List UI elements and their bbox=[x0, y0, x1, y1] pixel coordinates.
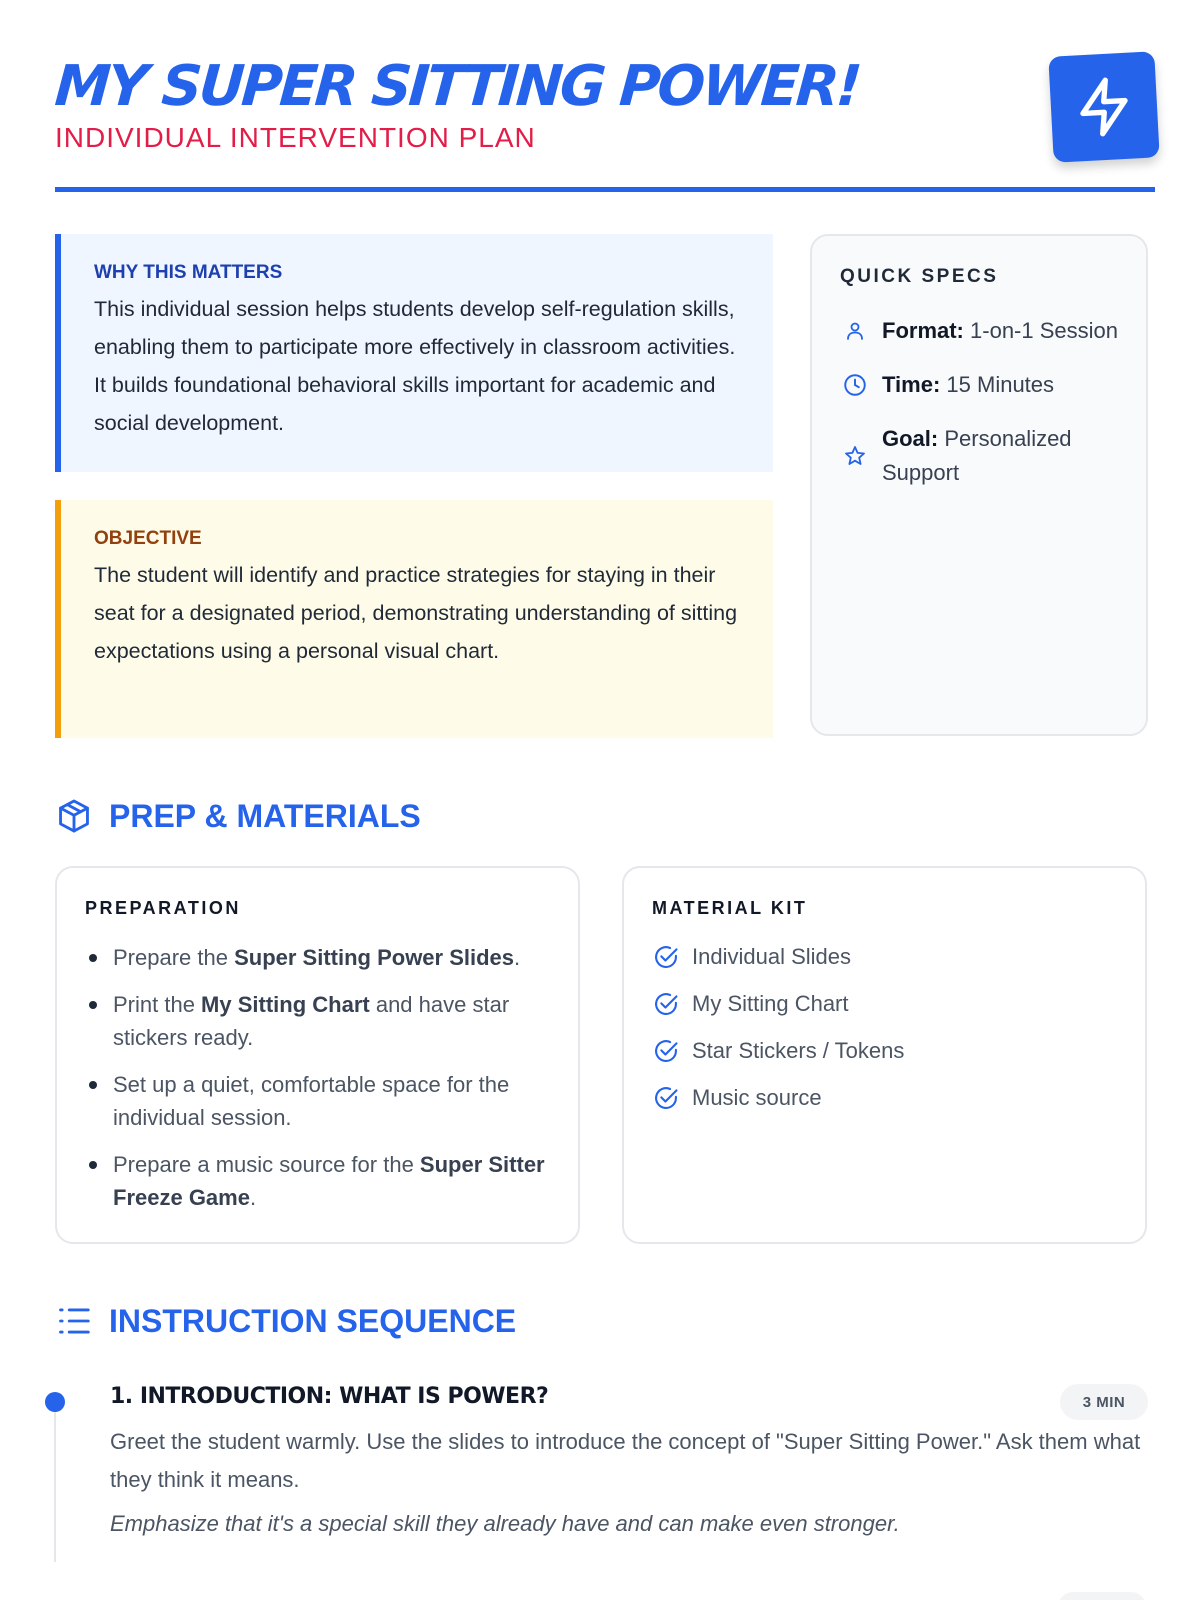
quick-specs-panel bbox=[810, 234, 1148, 736]
kit-item: Star Stickers / Tokens bbox=[652, 1035, 1117, 1066]
star-icon bbox=[840, 441, 870, 471]
list-item: Prepare a music source for the Super Sitter Freeze Game. bbox=[85, 1148, 550, 1214]
box-icon bbox=[55, 797, 93, 835]
objective-callout bbox=[55, 500, 773, 738]
objective-label: OBJECTIVE bbox=[94, 528, 202, 549]
bullet bbox=[89, 1161, 97, 1169]
instruction-sequence-heading bbox=[55, 1302, 516, 1340]
bullet bbox=[89, 954, 97, 962]
step-title: 1. INTRODUCTION: WHAT IS POWER? bbox=[110, 1384, 549, 1409]
spec-time-label: Time: bbox=[882, 372, 941, 397]
spec-goal bbox=[840, 422, 1120, 490]
instruction-sequence-title: INSTRUCTION SEQUENCE bbox=[109, 1302, 517, 1339]
spec-goal-value: Personalized Support bbox=[882, 426, 1072, 485]
spec-format bbox=[840, 314, 1120, 348]
kit-item: Music source bbox=[652, 1082, 1117, 1113]
check-circle-icon bbox=[652, 943, 680, 971]
kit-item: My Sitting Chart bbox=[652, 988, 1117, 1019]
bullet bbox=[89, 1081, 97, 1089]
step-description: Greet the student warmly. Use the slides to introduce the concept of "Super Sitting Power." Ask them what they think it means. bbox=[110, 1429, 1141, 1492]
quick-specs-title: QUICK SPECS bbox=[840, 266, 999, 287]
material-kit-title: MATERIAL KIT bbox=[652, 898, 808, 918]
why-this-matters-callout bbox=[55, 234, 773, 472]
bullet bbox=[89, 1001, 97, 1009]
header bbox=[52, 50, 1155, 190]
spec-time-value: 15 Minutes bbox=[946, 372, 1055, 397]
step-note: Emphasize that it's a special skill they already have and can make even stronger. bbox=[110, 1511, 900, 1536]
duration-badge: 3 MIN bbox=[1060, 1384, 1148, 1420]
timeline-line bbox=[54, 1402, 56, 1562]
logo-badge bbox=[1048, 51, 1159, 162]
page-title: MY SUPER SITTING POWER! bbox=[52, 54, 862, 119]
prep-materials-heading bbox=[55, 797, 421, 835]
spec-goal-label: Goal: bbox=[882, 426, 939, 451]
person-icon bbox=[840, 316, 870, 346]
clock-icon bbox=[840, 370, 870, 400]
list-item: Print the My Sitting Chart and have star stickers ready. bbox=[85, 988, 550, 1054]
lightning-bolt-icon bbox=[1070, 73, 1137, 140]
prep-materials-title: PREP & MATERIALS bbox=[109, 797, 421, 834]
header-divider bbox=[55, 187, 1155, 192]
check-circle-icon bbox=[652, 1084, 680, 1112]
check-circle-icon bbox=[652, 990, 680, 1018]
page-subtitle: INDIVIDUAL INTERVENTION PLAN bbox=[55, 122, 536, 153]
next-step-badge bbox=[1058, 1592, 1146, 1600]
why-text: This individual session helps students develop self-regulation skills, enabling them to participate more effectively in classroom activities. It builds foundational behavioral skills important for academic and social development. bbox=[94, 297, 736, 435]
spec-format-value: 1-on-1 Session bbox=[970, 318, 1118, 343]
kit-item: Individual Slides bbox=[652, 941, 1117, 972]
material-kit-card bbox=[622, 866, 1147, 1244]
preparation-title: PREPARATION bbox=[85, 898, 241, 918]
instruction-step bbox=[110, 1384, 1150, 1537]
list-item: Prepare the Super Sitting Power Slides. bbox=[85, 941, 550, 974]
spec-time bbox=[840, 368, 1120, 402]
list-item: Set up a quiet, comfortable space for the individual session. bbox=[85, 1068, 550, 1134]
objective-text: The student will identify and practice strategies for staying in their seat for a designated period, demonstrating understanding of sitting expectations using a personal visual chart. bbox=[94, 563, 738, 663]
preparation-card bbox=[55, 866, 580, 1244]
check-circle-icon bbox=[652, 1037, 680, 1065]
timeline-dot bbox=[45, 1392, 65, 1412]
spec-format-label: Format: bbox=[882, 318, 964, 343]
why-label: WHY THIS MATTERS bbox=[94, 262, 283, 283]
list-icon bbox=[55, 1302, 93, 1340]
